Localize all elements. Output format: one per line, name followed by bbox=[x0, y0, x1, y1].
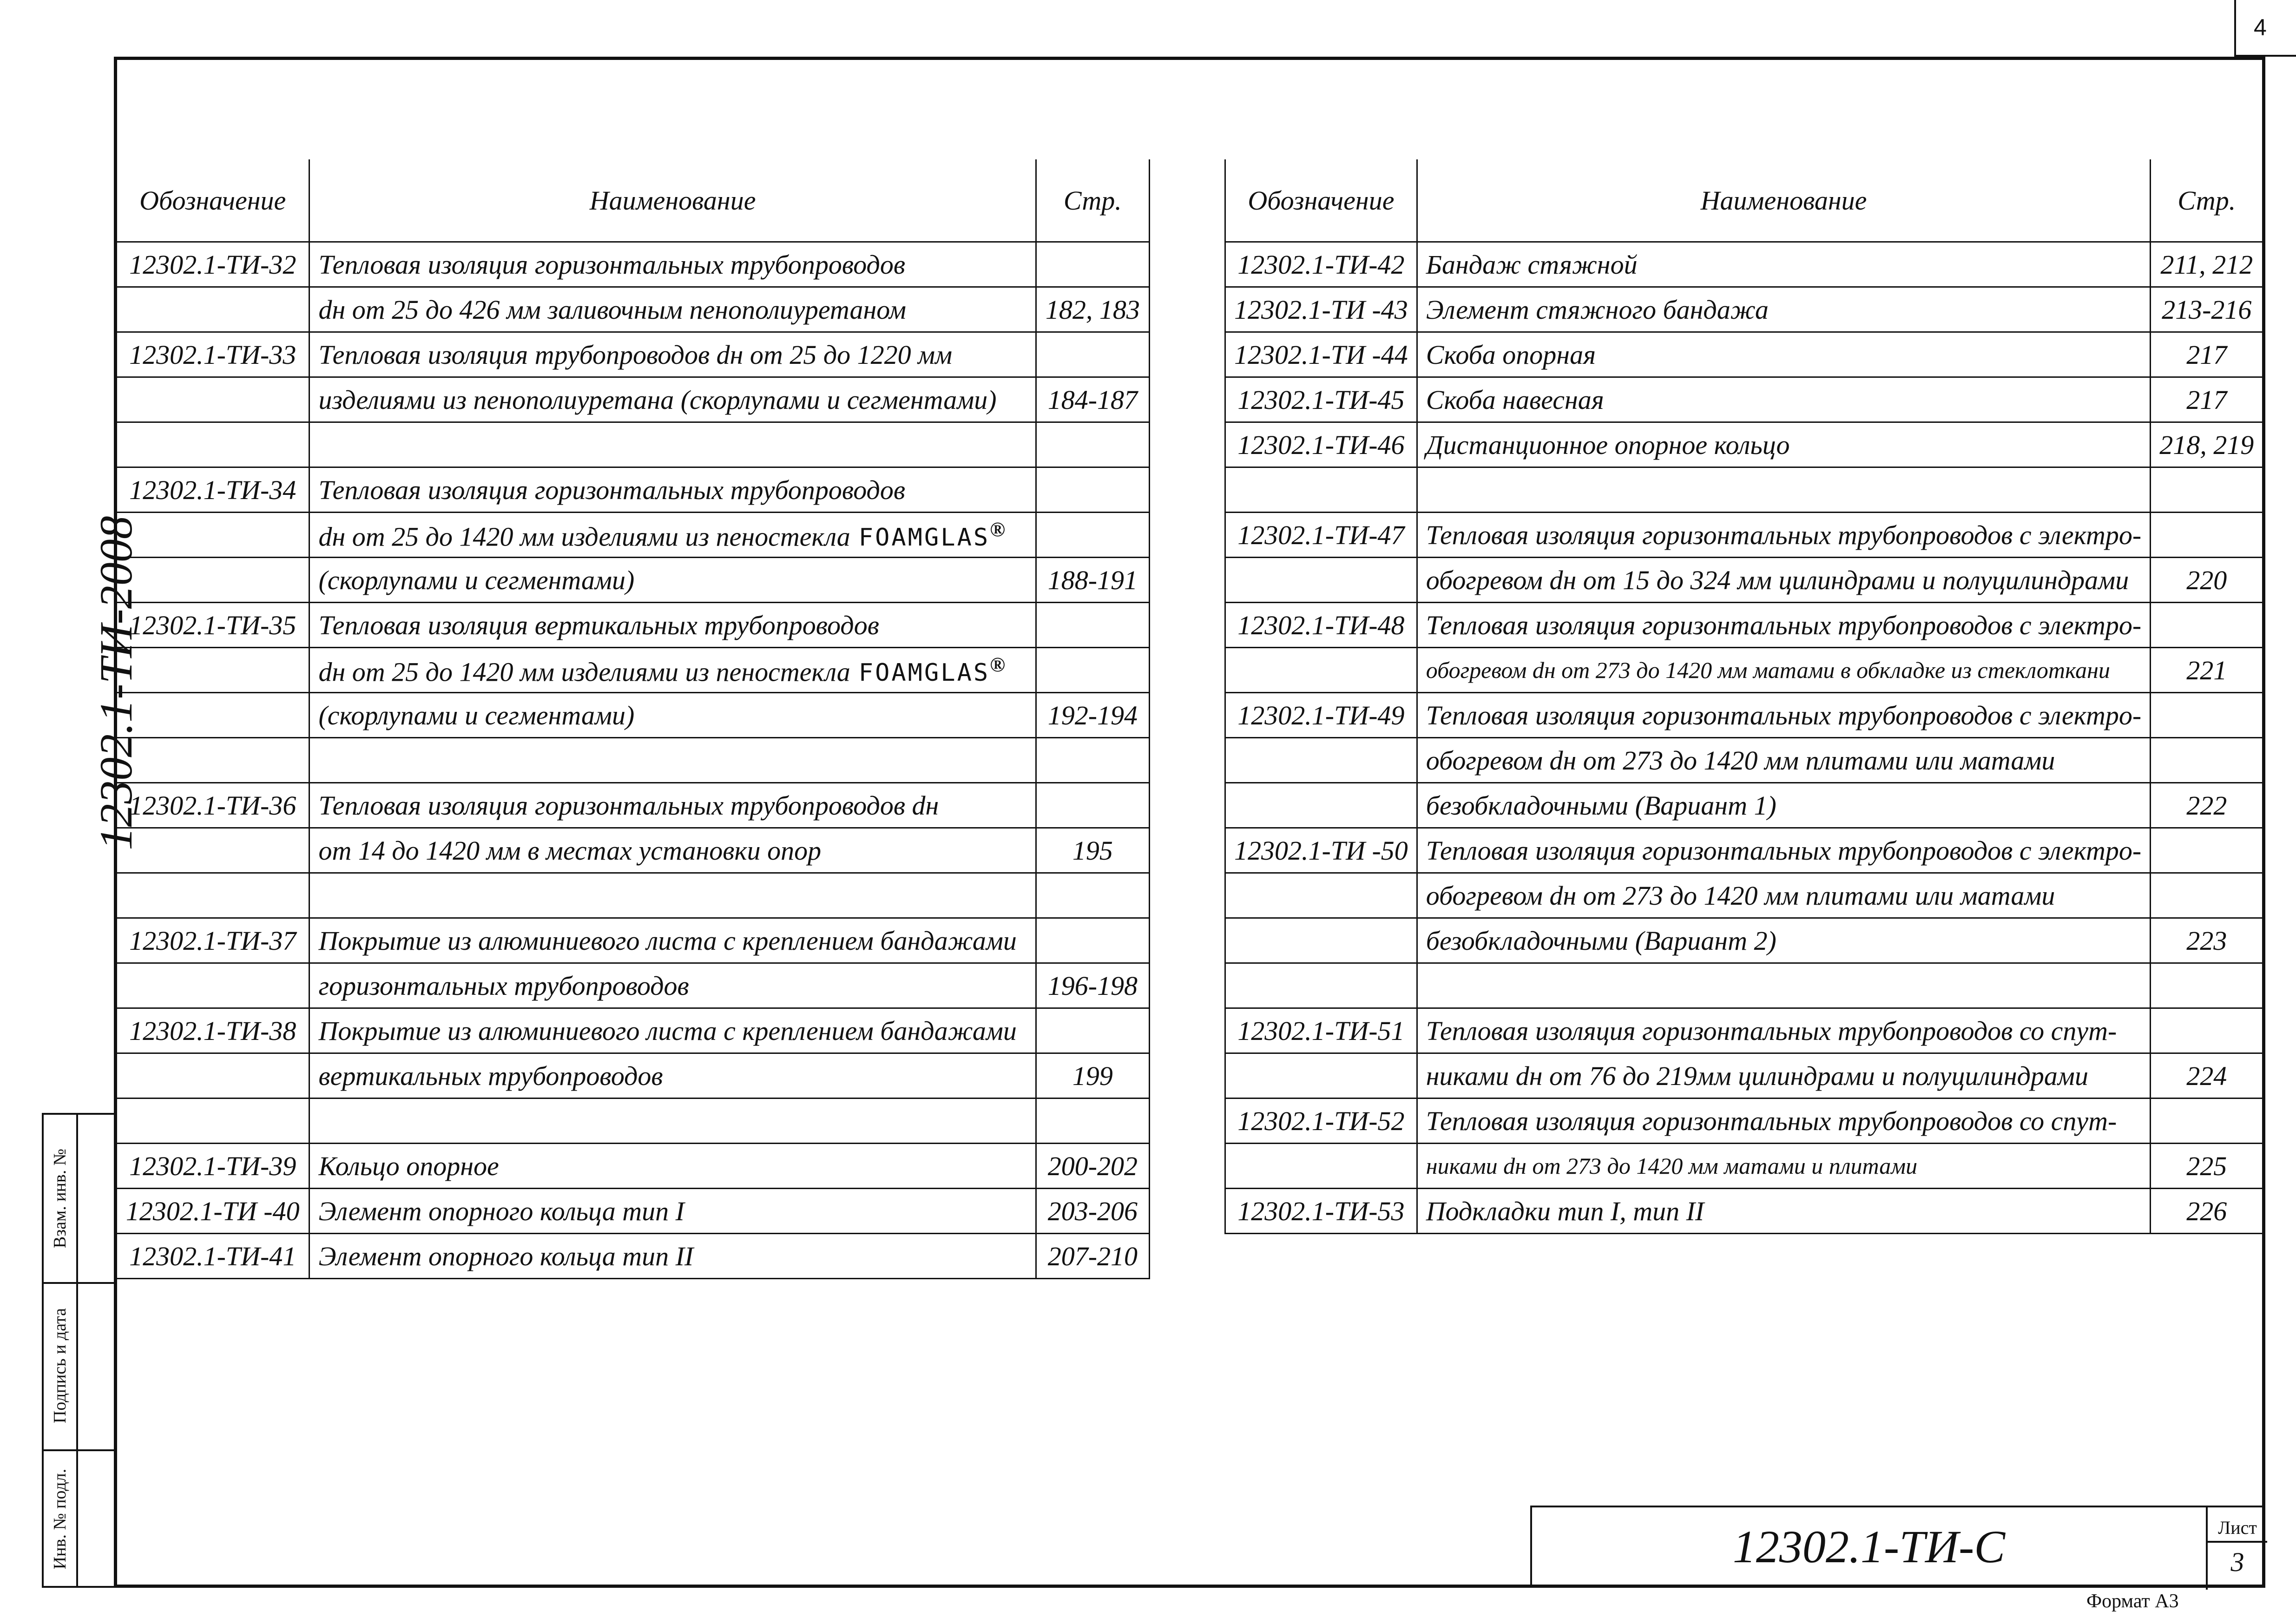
row-designation bbox=[1225, 1053, 1417, 1098]
row-designation bbox=[116, 693, 309, 738]
row-designation bbox=[116, 963, 309, 1008]
row-designation bbox=[1225, 873, 1417, 918]
row-designation bbox=[116, 738, 309, 783]
table-row bbox=[116, 603, 1150, 648]
row-name: Тепловая изоляция горизонтальных трубопроводов со спут- bbox=[1417, 1098, 2150, 1144]
row-designation bbox=[1225, 783, 1417, 828]
row-name: Тепловая изоляция горизонтальных трубопроводов с электро- bbox=[1417, 513, 2150, 558]
row-name: изделиями из пенополиуретана (скорлупами и сегментами) bbox=[309, 377, 1036, 422]
row-name bbox=[1417, 963, 2150, 1008]
stamp-inv-zam: Взам. инв. № bbox=[50, 1148, 70, 1249]
left-contents-table bbox=[115, 159, 1150, 1279]
table-row bbox=[1225, 1189, 2263, 1234]
row-page bbox=[2151, 467, 2263, 513]
row-designation: 12302.1-ТИ-52 bbox=[1225, 1098, 1417, 1144]
row-designation: 12302.1-ТИ -43 bbox=[1225, 287, 1417, 332]
row-page bbox=[2151, 828, 2263, 873]
row-designation bbox=[1225, 558, 1417, 603]
row-name: обогревом dн от 273 до 1420 мм плитами или матами bbox=[1417, 738, 2150, 783]
row-designation bbox=[1225, 1144, 1417, 1189]
row-name: Дистанционное опорное кольцо bbox=[1417, 422, 2150, 467]
row-page bbox=[2151, 873, 2263, 918]
foamglas-brand: FOAMGLAS bbox=[858, 524, 990, 552]
row-designation: 12302.1-ТИ-34 bbox=[116, 467, 309, 513]
row-page: 188-191 bbox=[1036, 558, 1149, 603]
row-page bbox=[1036, 603, 1149, 648]
row-designation bbox=[116, 558, 309, 603]
row-name-text: dн от 25 до 1420 мм изделиями из пеностекла bbox=[318, 657, 850, 687]
row-designation: 12302.1-ТИ-46 bbox=[1225, 422, 1417, 467]
side-stamp bbox=[42, 1113, 114, 1588]
row-designation: 12302.1-ТИ -44 bbox=[1225, 332, 1417, 377]
row-designation bbox=[1225, 738, 1417, 783]
table-row bbox=[116, 918, 1150, 963]
row-designation bbox=[116, 873, 309, 918]
row-name: горизонтальных трубопроводов bbox=[309, 963, 1036, 1008]
row-name: Элемент стяжного бандажа bbox=[1417, 287, 2150, 332]
table-row bbox=[1225, 422, 2263, 467]
row-page bbox=[2151, 963, 2263, 1008]
header-name: Наименование bbox=[1417, 159, 2150, 242]
row-page bbox=[1036, 783, 1149, 828]
row-page: 217 bbox=[2151, 332, 2263, 377]
row-page: 223 bbox=[2151, 918, 2263, 963]
row-designation bbox=[116, 287, 309, 332]
row-name: обогревом dн от 15 до 324 мм цилиндрами и полуцилиндрами bbox=[1417, 558, 2150, 603]
vertical-document-code: 12302.1-ТИ-2008 bbox=[90, 516, 142, 850]
table-row bbox=[116, 1234, 1150, 1279]
row-name bbox=[309, 873, 1036, 918]
registered-mark: ® bbox=[990, 653, 1006, 676]
row-name: Тепловая изоляция горизонтальных трубопроводов со спут- bbox=[1417, 1008, 2150, 1053]
row-name-text: dн от 25 до 1420 мм изделиями из пеностекла bbox=[318, 521, 850, 552]
table-row bbox=[116, 648, 1150, 693]
row-name: Элемент опорного кольца тип I bbox=[309, 1189, 1036, 1234]
row-name: Кольцо опорное bbox=[309, 1144, 1036, 1189]
table-row bbox=[116, 963, 1150, 1008]
table-row bbox=[1225, 513, 2263, 558]
table-row bbox=[116, 1053, 1150, 1098]
header-designation: Обозначение bbox=[1225, 159, 1417, 242]
row-page: 200-202 bbox=[1036, 1144, 1149, 1189]
row-name: безобкладочными (Вариант 2) bbox=[1417, 918, 2150, 963]
row-page bbox=[1036, 648, 1149, 693]
row-page: 221 bbox=[2151, 648, 2263, 693]
row-designation: 12302.1-ТИ-41 bbox=[116, 1234, 309, 1279]
row-page: 203-206 bbox=[1036, 1189, 1149, 1234]
row-page: 182, 183 bbox=[1036, 287, 1149, 332]
row-designation bbox=[116, 1098, 309, 1144]
row-designation bbox=[116, 422, 309, 467]
row-name bbox=[309, 738, 1036, 783]
format-label: Формат А3 bbox=[2086, 1591, 2179, 1612]
row-page bbox=[1036, 873, 1149, 918]
row-name: никами dн от 273 до 1420 мм матами и плитами bbox=[1417, 1144, 2150, 1189]
row-designation bbox=[1225, 963, 1417, 1008]
table-row bbox=[116, 738, 1150, 783]
sheet-number: 3 bbox=[2208, 1541, 2267, 1578]
row-designation: 12302.1-ТИ-45 bbox=[1225, 377, 1417, 422]
table-row bbox=[116, 1008, 1150, 1053]
row-name: Тепловая изоляция горизонтальных трубопроводов с электро- bbox=[1417, 603, 2150, 648]
table-row bbox=[1225, 738, 2263, 783]
row-page bbox=[1036, 513, 1149, 558]
row-designation bbox=[1225, 648, 1417, 693]
sheet-label: Лист bbox=[2218, 1517, 2257, 1538]
table-row bbox=[116, 467, 1150, 513]
row-page: 211, 212 bbox=[2151, 242, 2263, 287]
row-name: (скорлупами и сегментами) bbox=[309, 558, 1036, 603]
row-name: от 14 до 1420 мм в местах установки опор bbox=[309, 828, 1036, 873]
row-page bbox=[2151, 603, 2263, 648]
table-row bbox=[116, 873, 1150, 918]
row-page: 218, 219 bbox=[2151, 422, 2263, 467]
table-row bbox=[116, 422, 1150, 467]
row-designation: 12302.1-ТИ-35 bbox=[116, 603, 309, 648]
title-block bbox=[1530, 1506, 2265, 1588]
row-name: Скоба навесная bbox=[1417, 377, 2150, 422]
table-row bbox=[1225, 377, 2263, 422]
row-designation: 12302.1-ТИ-49 bbox=[1225, 693, 1417, 738]
table-row bbox=[1225, 558, 2263, 603]
row-designation: 12302.1-ТИ-38 bbox=[116, 1008, 309, 1053]
table-row bbox=[1225, 287, 2263, 332]
table-row bbox=[116, 287, 1150, 332]
row-designation: 12302.1-ТИ-47 bbox=[1225, 513, 1417, 558]
row-page bbox=[1036, 1098, 1149, 1144]
table-row bbox=[1225, 918, 2263, 963]
row-page: 213-216 bbox=[2151, 287, 2263, 332]
row-page bbox=[1036, 918, 1149, 963]
table-row bbox=[1225, 1098, 2263, 1144]
row-designation bbox=[116, 648, 309, 693]
page-number: 4 bbox=[2254, 14, 2267, 40]
stamp-divider bbox=[76, 1115, 78, 1586]
row-page: 192-194 bbox=[1036, 693, 1149, 738]
table-row bbox=[1225, 873, 2263, 918]
row-page: 184-187 bbox=[1036, 377, 1149, 422]
table-row bbox=[116, 558, 1150, 603]
header-page: Стр. bbox=[1036, 159, 1149, 242]
row-designation bbox=[116, 828, 309, 873]
row-name: Тепловая изоляция горизонтальных трубопроводов с электро- bbox=[1417, 828, 2150, 873]
table-row bbox=[1225, 242, 2263, 287]
row-page bbox=[2151, 693, 2263, 738]
row-page bbox=[1036, 422, 1149, 467]
table-row bbox=[116, 332, 1150, 377]
row-name: безобкладочными (Вариант 1) bbox=[1417, 783, 2150, 828]
row-name bbox=[1417, 467, 2150, 513]
table-row bbox=[116, 513, 1150, 558]
row-page bbox=[2151, 738, 2263, 783]
table-row bbox=[1225, 1053, 2263, 1098]
row-name: Элемент опорного кольца тип II bbox=[309, 1234, 1036, 1279]
title-block-code: 12302.1-ТИ-С bbox=[1732, 1521, 2006, 1572]
row-page bbox=[1036, 738, 1149, 783]
row-name: Покрытие из алюминиевого листа с креплением бандажами bbox=[309, 1008, 1036, 1053]
row-designation: 12302.1-ТИ-36 bbox=[116, 783, 309, 828]
table-row bbox=[1225, 1008, 2263, 1053]
row-name bbox=[309, 1098, 1036, 1144]
table-row bbox=[1225, 648, 2263, 693]
row-name bbox=[309, 513, 1036, 558]
row-designation: 12302.1-ТИ-53 bbox=[1225, 1189, 1417, 1234]
table-row bbox=[116, 242, 1150, 287]
foamglas-brand: FOAMGLAS bbox=[858, 659, 990, 687]
row-page bbox=[1036, 332, 1149, 377]
row-designation: 12302.1-ТИ -40 bbox=[116, 1189, 309, 1234]
row-designation: 12302.1-ТИ-48 bbox=[1225, 603, 1417, 648]
row-designation: 12302.1-ТИ-51 bbox=[1225, 1008, 1417, 1053]
table-row bbox=[116, 693, 1150, 738]
row-name bbox=[309, 648, 1036, 693]
title-block-sheet bbox=[2206, 1507, 2267, 1590]
row-name: обогревом dн от 273 до 1420 мм матами в обкладке из стеклоткани bbox=[1417, 648, 2150, 693]
row-name: (скорлупами и сегментами) bbox=[309, 693, 1036, 738]
table-row bbox=[1225, 603, 2263, 648]
row-designation: 12302.1-ТИ-37 bbox=[116, 918, 309, 963]
row-page bbox=[1036, 242, 1149, 287]
table-header-row bbox=[116, 159, 1150, 242]
registered-mark: ® bbox=[990, 518, 1006, 541]
row-name: Тепловая изоляция вертикальных трубопроводов bbox=[309, 603, 1036, 648]
table-row bbox=[116, 1098, 1150, 1144]
header-name: Наименование bbox=[309, 159, 1036, 242]
row-page: 224 bbox=[2151, 1053, 2263, 1098]
table-row bbox=[116, 828, 1150, 873]
row-designation: 12302.1-ТИ-33 bbox=[116, 332, 309, 377]
row-designation bbox=[116, 513, 309, 558]
row-name: Покрытие из алюминиевого листа с креплением бандажами bbox=[309, 918, 1036, 963]
row-page: 199 bbox=[1036, 1053, 1149, 1098]
row-name: Скоба опорная bbox=[1417, 332, 2150, 377]
row-page: 195 bbox=[1036, 828, 1149, 873]
row-designation bbox=[116, 1053, 309, 1098]
row-name: Тепловая изоляция горизонтальных трубопроводов bbox=[309, 242, 1036, 287]
row-name: Тепловая изоляция горизонтальных трубопроводов с электро- bbox=[1417, 693, 2150, 738]
table-row bbox=[1225, 693, 2263, 738]
table-row bbox=[1225, 828, 2263, 873]
table-header-row bbox=[1225, 159, 2263, 242]
row-designation bbox=[1225, 918, 1417, 963]
row-designation: 12302.1-ТИ -50 bbox=[1225, 828, 1417, 873]
stamp-row-line bbox=[44, 1282, 116, 1284]
row-page bbox=[1036, 467, 1149, 513]
row-page: 217 bbox=[2151, 377, 2263, 422]
row-page: 196-198 bbox=[1036, 963, 1149, 1008]
table-row bbox=[116, 783, 1150, 828]
row-designation: 12302.1-ТИ-39 bbox=[116, 1144, 309, 1189]
row-page bbox=[2151, 1098, 2263, 1144]
row-name: никами dн от 76 до 219мм цилиндрами и полуцилиндрами bbox=[1417, 1053, 2150, 1098]
row-designation bbox=[1225, 467, 1417, 513]
table-row bbox=[116, 1189, 1150, 1234]
row-name: dн от 25 до 426 мм заливочным пенополиуретаном bbox=[309, 287, 1036, 332]
row-page: 226 bbox=[2151, 1189, 2263, 1234]
row-name: Тепловая изоляция горизонтальных трубопроводов bbox=[309, 467, 1036, 513]
row-name: Подкладки тип I, тип II bbox=[1417, 1189, 2150, 1234]
row-designation bbox=[116, 377, 309, 422]
stamp-inv-podl: Инв. № подл. bbox=[50, 1468, 70, 1570]
row-page: 207-210 bbox=[1036, 1234, 1149, 1279]
table-row bbox=[1225, 963, 2263, 1008]
row-name: Тепловая изоляция горизонтальных трубопроводов dн bbox=[309, 783, 1036, 828]
header-page: Стр. bbox=[2151, 159, 2263, 242]
header-designation: Обозначение bbox=[116, 159, 309, 242]
table-row bbox=[1225, 1144, 2263, 1189]
row-name: Тепловая изоляция трубопроводов dн от 25 до 1220 мм bbox=[309, 332, 1036, 377]
stamp-signature-date: Подпись и дата bbox=[50, 1308, 70, 1424]
row-page: 222 bbox=[2151, 783, 2263, 828]
row-page: 225 bbox=[2151, 1144, 2263, 1189]
row-name bbox=[309, 422, 1036, 467]
table-row bbox=[116, 1144, 1150, 1189]
row-page bbox=[1036, 1008, 1149, 1053]
table-row bbox=[116, 377, 1150, 422]
row-name: обогревом dн от 273 до 1420 мм плитами или матами bbox=[1417, 873, 2150, 918]
row-page bbox=[2151, 513, 2263, 558]
row-designation: 12302.1-ТИ-42 bbox=[1225, 242, 1417, 287]
row-name: вертикальных трубопроводов bbox=[309, 1053, 1036, 1098]
table-row bbox=[1225, 467, 2263, 513]
table-row bbox=[1225, 783, 2263, 828]
row-page: 220 bbox=[2151, 558, 2263, 603]
table-row bbox=[1225, 332, 2263, 377]
row-page bbox=[2151, 1008, 2263, 1053]
right-contents-table bbox=[1224, 159, 2263, 1234]
row-name: Бандаж стяжной bbox=[1417, 242, 2150, 287]
row-designation: 12302.1-ТИ-32 bbox=[116, 242, 309, 287]
